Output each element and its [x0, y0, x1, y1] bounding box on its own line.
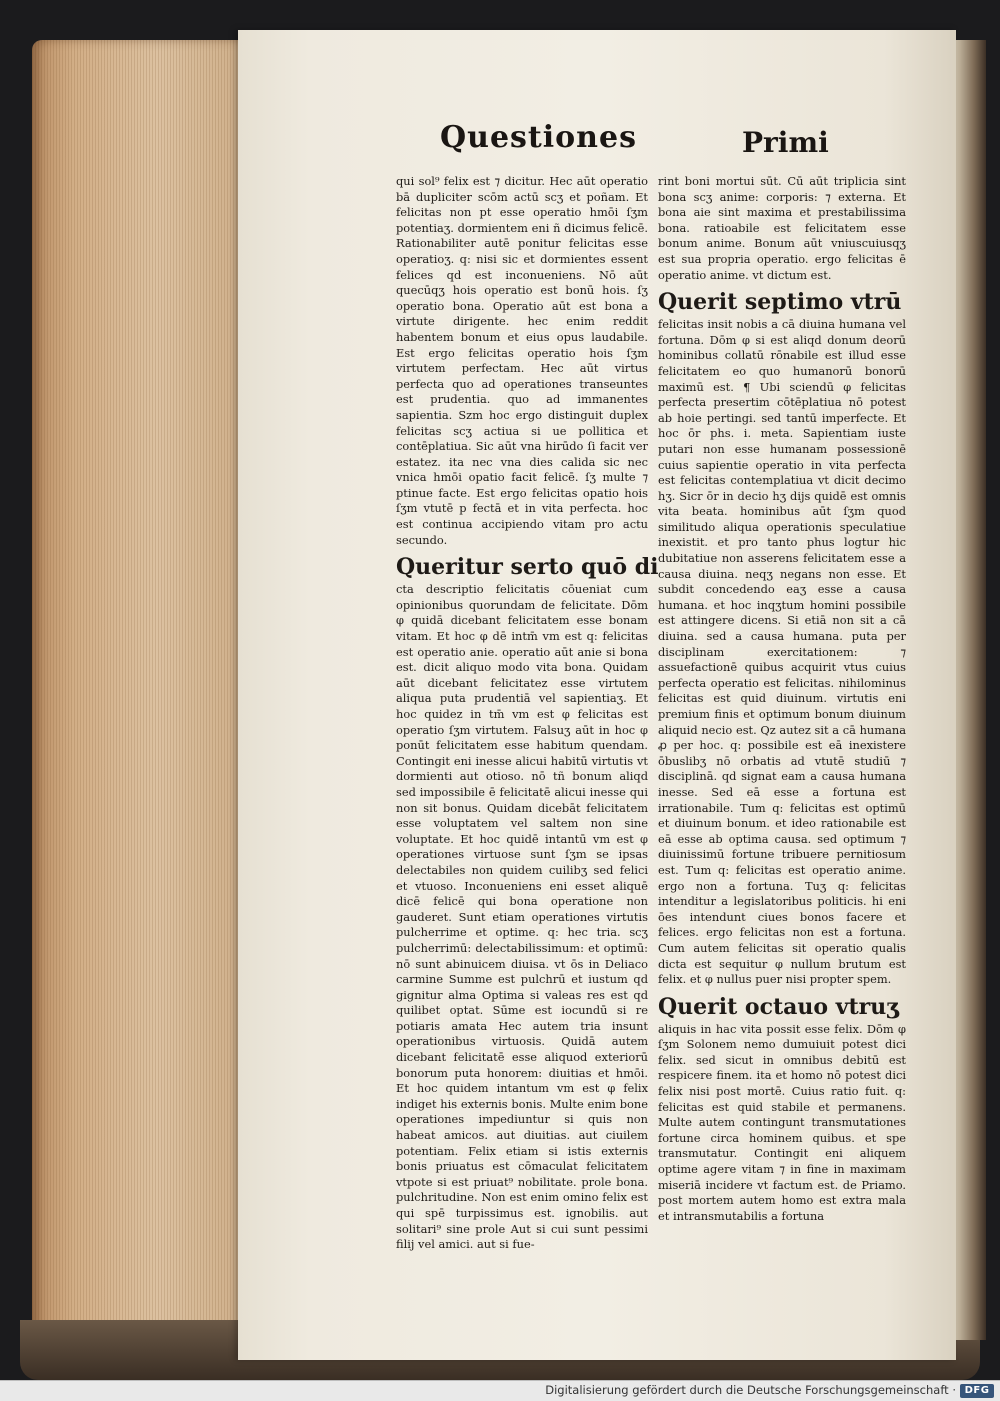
running-head-right: Primi — [742, 126, 829, 159]
running-head-left: Questiones — [440, 120, 637, 155]
page-stack-fore-edge — [32, 40, 242, 1380]
text-column-left — [396, 174, 659, 1253]
footer-bar — [0, 1380, 1000, 1401]
paragraph: aliquis in hac vita possit esse felix. Dōm φ ſʒm Solonem nemo dumuiuit potest dici felix. sed sicut in omnibus debitū est respicere finem. ita et homo nō potest dici felix nisi post mortē. Cuius ratio fuit. q: felicitas est quid stabile et permanens. Multe autem contingunt transmutationes fortune circa hominem quibus. et spe transmutatur. Contingit eni aliquem optime agere vitam ⁊ in fine in maximam miseriā incidere vt factum est. de Priamo. post mortem autem homo est extra mala et intransmutabilis a fortuna — [658, 1021, 906, 1223]
paragraph: cta descriptio felicitatis cōueniat cum opinionibus quorundam de felicitate. Dōm φ quidā dicebant felicitatem esse bonam vitam. Et hoc φ dē intm̄ vm est q: felicitas est operatio anie. operatio aūt anie si bona est. dicit aliquo modo vita bona. Quidam aūt dicebant felicitatez esse virtutem aliqua puta prudentiā vel sapientiaʒ. Et hoc quidez in tm̄ vm est φ felicitas est operatio ſʒm virtutem. Falsuʒ aūt in hoc φ ponūt felicitatem esse habitum quendam. Contingit eni inesse alicui habitū virtutis vt dormienti aut otioso. nō tñ bonum aliqd sed impossibile ē felicitatē alicui inesse qui non sit bonus. Quidam dicebāt felicitatem esse voluptatem vel saltem non sine voluptate. Et hoc quidē intantū vm est φ operationes virtuose sunt ſʒm se ipsas delectabiles non quidem cuilibʒ sed felici et vtuoso. Inconueniens eni esset aliquē dicē felicē qui bona operatione non gauderet. Sunt etiam operationes virtutis pulcherrime et optime. q: hec tria. scʒ pulcherrimū: delectabilissimum: et optimū: nō sunt abinuicem diuisa. vt ōs in Deliaco carmine Summe est pulchrū et iustum qd gignitur alma Optima si valeas res est qd quilibet optat. Sūme est iocundū si re potiaris amata Hec autem tria insunt operationibus virtuosis. Quidā autem dicebant felicitatē esse aliquod exteriorū bonorum puta honorem: diuitias et hmōi. Et hoc quidem intantum vm est φ felix indiget his externis bonis. Multe enim bone operationes impediuntur si quis non habeat amicos. aut diuitias. aut ciuilem potentiam. Felix etiam si istis externis bonis priuatus est cōmaculat felicitatem vtpote si est priuat⁹ nobilitate. prole bona. pulchritudine. Non est enim omino felix est qui spē turpissimus est. ignobilis. aut solitari⁹ sine prole Aut si cui sunt pessimi filij vel amici. aut si fue- — [396, 582, 648, 1252]
gutter-shadow — [956, 40, 986, 1340]
text-column-right — [658, 174, 906, 1224]
paragraph: qui sol⁹ felix est ⁊ dicitur. Hec aūt operatio bā dupliciter scōm actū scʒ et poñam. Et felicitas non pt esse operatio hmōi ſʒm potentiaʒ. dormientem eni ñ dicimus felicē. Rationabiliter autē ponitur felicitas esse operatioʒ. q: nisi sic et dormientes essent felices qd est inconueniens. Nō aūt quecūqʒ hois operatio est bonū hois. ſʒ operatio bona. Operatio aūt est bona a virtute dirigente. hec enim reddit habentem bonum et eius opus laudabile. Est ergo felicitas operatio hois ſʒm virtutem perfectam. Hec aūt virtus perfecta quo ad operationes transeuntes est prudentia. quo ad immanentes sapientia. Szm hoc ergo distinguit duplex felicitas scʒ actiua si ue pollitica et contēplatiua. Sic aūt vna hirūdo ſi facit ver estatez. ita nec vna dies calida sic nec vnica hmōi opatio facit felicē. ſʒ multe ⁊ ptinue facte. Est ergo felicitas opatio hois ſʒm vtutē p fectā et in vita perfecta. hoc est continua accipiendo vitam pro actu secundo. — [396, 174, 648, 547]
question-heading: Queritur serto quō di — [396, 554, 659, 581]
funding-notice: Digitalisierung gefördert durch die Deutsche Forschungsgemeinschaft · — [545, 1383, 956, 1397]
dfg-logo: DFG — [960, 1384, 994, 1398]
paragraph: rint boni mortui sūt. Cū aūt triplicia sint bona scʒ anime: corporis: ⁊ externa. Et bona aie sint maxima et prestabilissima bona. ratioabile est felicitatem esse bonum anime. Bonum aūt vniuscuiusqʒ est sua propria operatio. ergo felicitas ē operatio anime. vt dictum est. — [658, 174, 906, 282]
paragraph: felicitas insit nobis a cā diuina humana vel fortuna. Dōm φ si est aliqd donum deorū hominibus collatū rōnabile est illud esse felicitatem eo quo humanorū bonorū maximū est. ¶ Ubi sciendū φ felicitas perfecta presertim cōtēplatiua nō potest ab hoie pertingi. sed tantū imperfecte. Et hoc ōr phs. i. meta. Sapientiam iuste putari non esse humanam possessionē cuius sapientie operatio in vita perfecta est felicitas contemplatiua vt dicit decimo hʒ. Sicr ōr in decio hʒ dijs quidē est omnis vita beata. hominibus aūt ſʒm quod similitudo aliqua operationis speculatiue inexistit. et pro tanto phus logtur hic dubitatiue non asserens felicitatem esse a causa diuina. neqʒ negans non esse. Et subdit concedendo eaʒ esse a causa humana. et hoc inqʒtum homini possibile est attingere dicens. Si etiā non sit a cā diuina. sed a causa humana. puta per disciplinam exercitationem: ⁊ assuefactionē quibus acquirit vtus cuius perfecta operatio est felicitas. nihilominus felicitas est quid diuinum. virtutis eni premium finis et optimum bonum diuinum aliquid necio est. Qz autez sit a cā humana ꝓ per hoc. q: possibile est eā inexistere ōbuslibʒ nō orbatis ad vtutē studiū ⁊ disciplinā. qd signat eam a causa humana inesse. Sed eā esse a fortuna est irrationabile. Tum q: felicitas est optimū et diuinum bonum. et ideo rationabile est eā esse ab optima causa. sed optimum ⁊ diuinissimū fortune tribuere pernitiosum est. Tum q: felicitas est operatio anime. ergo non a fortuna. Tuʒ q: felicitas intenditur a legislatoribus politicis. hi eni ōes intendunt ciues bonos facere et felices. ergo felicitas non est a fortuna. Cum autem felicitas sit operatio qualis dicta est sequitur φ nullum brutum est felix. et φ nullus puer nisi propter spem. — [658, 317, 906, 987]
question-heading: Querit septimo vtrū — [658, 289, 902, 316]
question-heading: Querit octauo vtruʒ — [658, 993, 899, 1020]
